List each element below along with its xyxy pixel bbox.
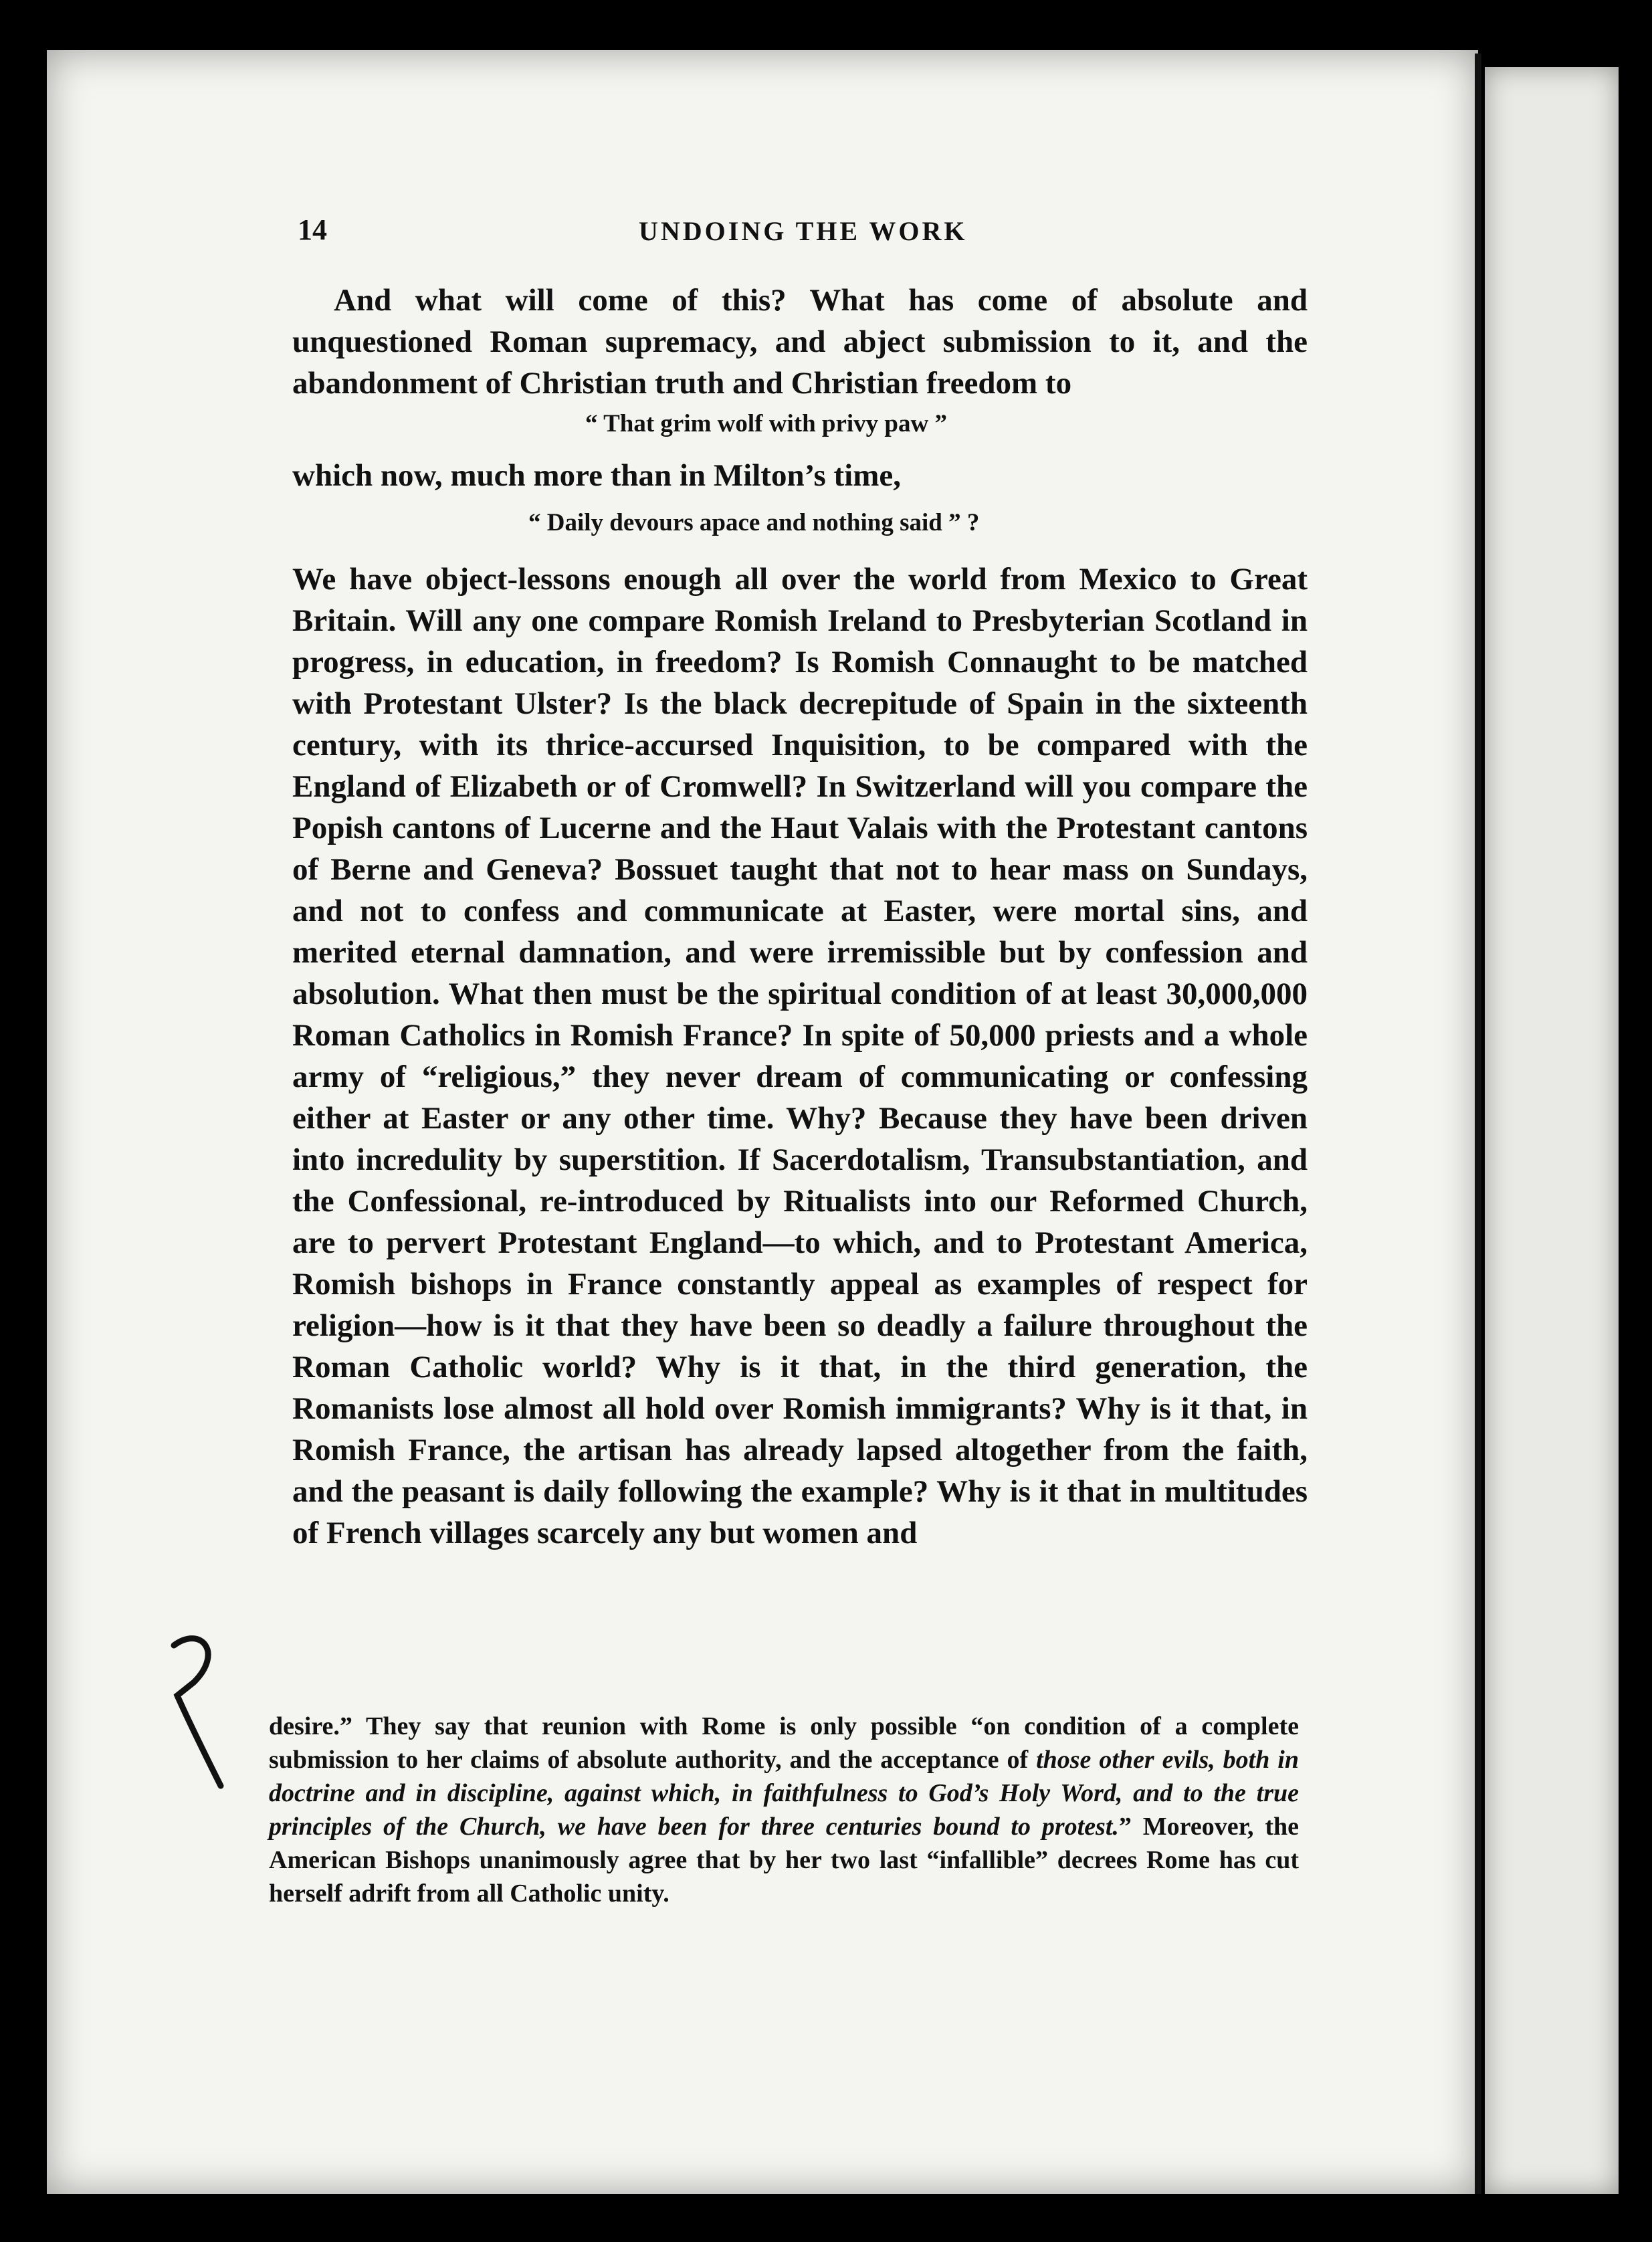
running-title: UNDOING THE WORK — [639, 216, 968, 246]
facing-page-edge — [1485, 67, 1619, 2194]
paragraph-1: And what will come of this? What has come of absolute and unquestioned Roman supremacy, and abject submission to it, and the abandonment of Christian truth and Christian freedom to — [292, 283, 1308, 401]
paragraph-2: which now, much more than in Milton’s time, — [292, 458, 902, 493]
quotation-2: “ Daily devours apace and nothing said ” ? — [528, 509, 980, 536]
footnote-end: ” Moreover, the American Bishops unanimously agree that by her two last “infallible” decrees Rome has cut herself adrift from all Catholic unity. — [269, 1813, 1299, 1908]
paragraph-3: We have object-lessons enough all over the world from Mexico to Great Britain. Will any one compare Romish Ireland to Presbyterian Scotland in progress, in education, in freedom? Is Romish Connaught to be matched with Protestant Ulster? Is the black decrepitude of Spain in the sixteenth century, with its thrice-accursed Inquisition, to be compared with the England of Elizabeth or of Cromwell? In Switzerland will you compare the Popish cantons of Lucerne and the Haut Valais with the Protestant cantons of Berne and Geneva? Bossuet taught that not to hear mass on Sundays, and not to confess and communicate at Easter, were mortal sins, and merited eternal damnation, and were irremissible but by confession and absolution. What then must be the spiritual condition of at least 30,000,000 Roman Catholics in Romish France? In spite of 50,000 priests and a whole army of “religious,” they never dream of communicating or confessing either at Easter or any other time. Why? Because they have been driven into incredulity by superstition. If Sacerdotalism, Transubstantiation, and the Confessional, re-introduced by Ritualists into our Reformed Church, are to pervert Protestant England—to which, and to Protestant America, Romish bishops in France constantly appeal as examples of respect for religion—how is it that they have been so deadly a failure throughout the Roman Catholic world? Why is it that, in the third generation, the Romanists lose almost all hold over Romish immigrants? Why is it that, in Romish France, the artisan has already lapsed altogether from the faith, and the peasant is daily following the example? Why is it that in multitudes of French villages scarcely any but women and — [292, 562, 1308, 1550]
page-number: 14 — [298, 213, 327, 246]
footnote-italic: those other evils, both in doctrine and in discipline, against which, in faithfulness to God’s Holy Word, and to the true principles of the Church, we have been for three centuries bound to protest. — [269, 1746, 1299, 1841]
handwritten-margin-mark — [154, 1625, 241, 1793]
quotation-1: “ That grim wolf with privy paw ” — [585, 410, 947, 437]
footnote — [269, 1710, 1299, 1910]
page-gutter-line — [1475, 54, 1481, 2194]
footnote-start: desire.” They say that reunion with Rome is only possible “on condition of a complete submission to her claims of absolute authority, and the acceptance of — [269, 1712, 1299, 1774]
